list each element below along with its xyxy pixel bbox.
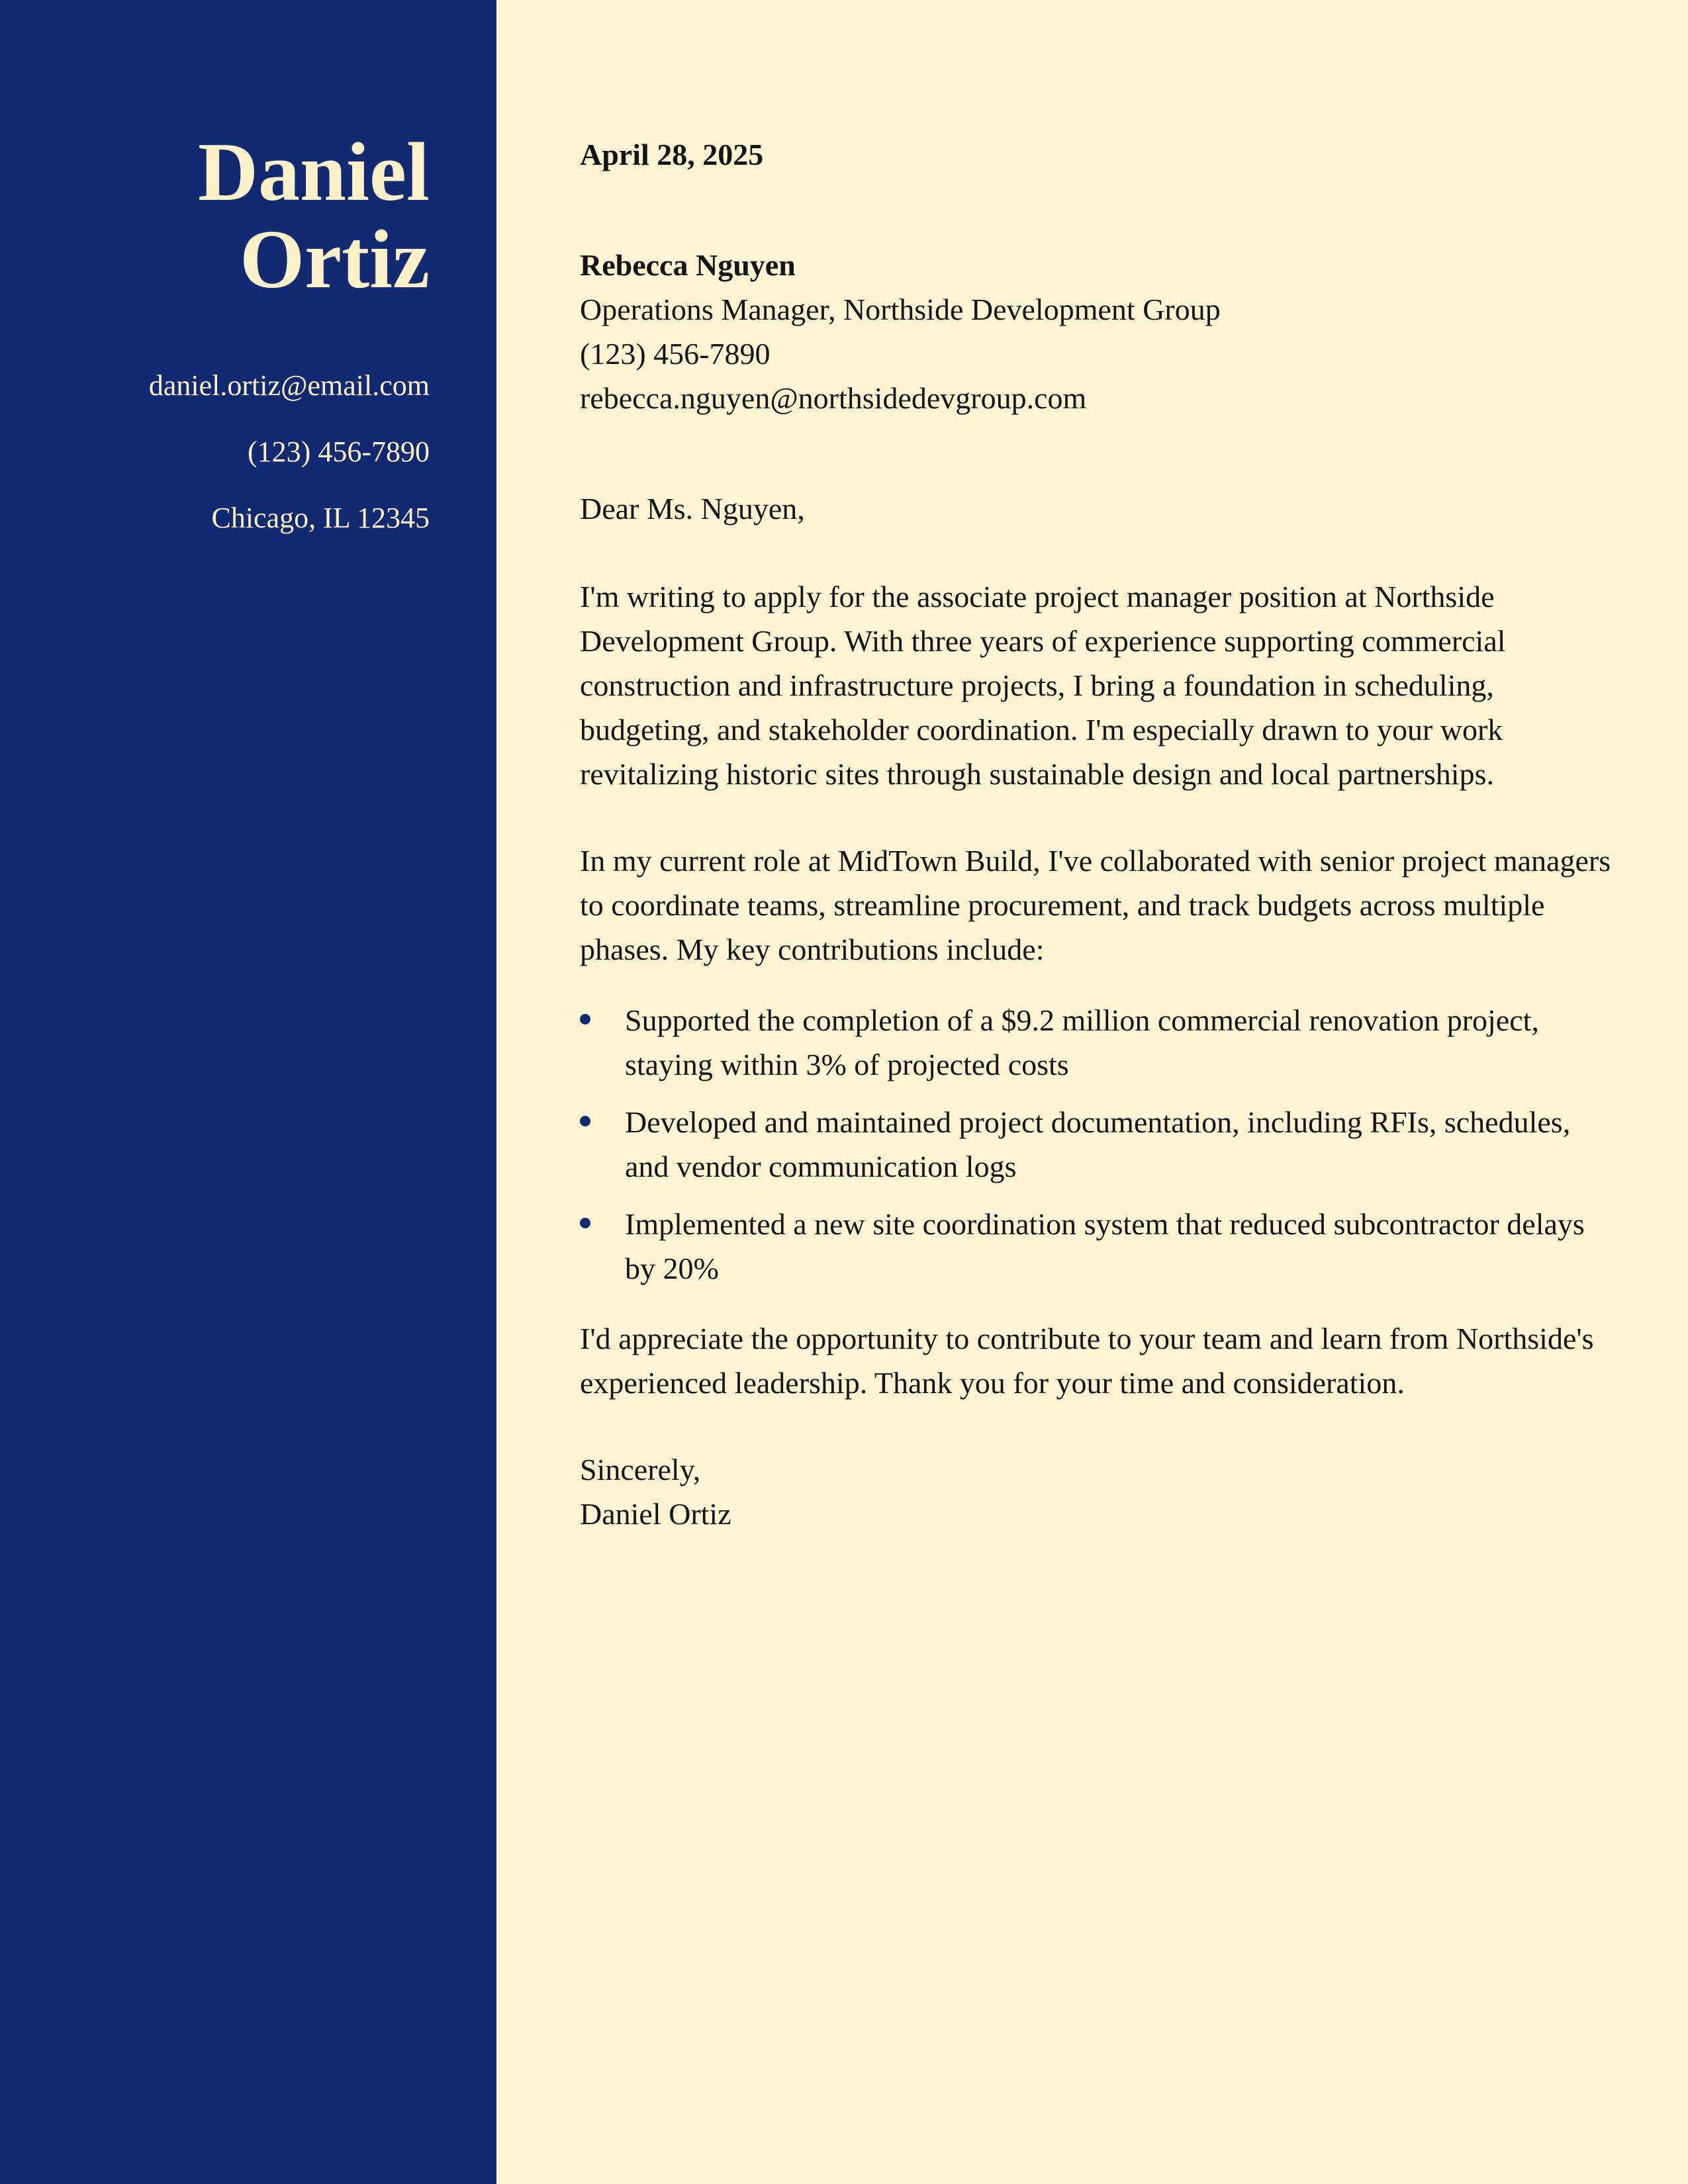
- sign-off: [580, 1447, 1613, 1536]
- sender-last-name: Ortiz: [240, 214, 430, 306]
- list-item: [580, 1202, 1613, 1291]
- bullet-icon: [580, 1014, 590, 1024]
- greeting: Dear Ms. Nguyen,: [580, 492, 805, 525]
- recipient-email[interactable]: rebecca.nguyen@northsidedevgroup.com: [580, 381, 1087, 415]
- recipient-title: Operations Manager, Northside Development Group: [580, 293, 1221, 326]
- paragraph-intro: I'm writing to apply for the associate project manager position at Northside Development Group. With three years of experience supporting commercial construction and infrastructure projects, I bring a foundation in scheduling, budgeting, and stakeholder coordination. I'm especially drawn to your work revitalizing historic sites through sustainable design and local partnerships.: [580, 580, 1506, 791]
- recipient-block: [580, 243, 1613, 420]
- letter-body: [496, 0, 1688, 2184]
- contributions-list: [580, 998, 1613, 1304]
- paragraph-closing: I'd appreciate the opportunity to contribute to your team and learn from Northside's experienced leadership. Thank you for your time and consideration.: [580, 1322, 1594, 1400]
- signature: Daniel Ortiz: [580, 1497, 731, 1531]
- sender-email[interactable]: daniel.ortiz@email.com: [148, 369, 430, 402]
- bullet-icon: [580, 1218, 590, 1228]
- sender-location: Chicago, IL 12345: [211, 502, 430, 534]
- closing-word: Sincerely,: [580, 1453, 701, 1486]
- recipient-name: Rebecca Nguyen: [580, 248, 796, 282]
- letter-date: April 28, 2025: [580, 138, 764, 171]
- recipient-phone[interactable]: (123) 456-7890: [580, 337, 771, 371]
- list-item-text: Supported the completion of a $9.2 million commercial renovation project, staying within 3% of projected costs: [625, 1003, 1539, 1081]
- sender-first-name: Daniel: [197, 126, 430, 218]
- paragraph-experience: In my current role at MidTown Build, I've collaborated with senior project managers to coordinate teams, streamline procurement, and track budgets across multiple phases. My key contributions include:: [580, 844, 1611, 966]
- list-item: [580, 1100, 1613, 1189]
- sender-name: [32, 126, 430, 306]
- list-item-text: Developed and maintained project documentation, including RFIs, schedules, and vendor communication logs: [625, 1105, 1571, 1183]
- list-item-text: Implemented a new site coordination system that reduced subcontractor delays by 20%: [625, 1207, 1585, 1285]
- sender-phone[interactable]: (123) 456-7890: [248, 435, 430, 468]
- bullet-icon: [580, 1116, 590, 1126]
- sidebar: [0, 0, 496, 2184]
- list-item: [580, 998, 1613, 1087]
